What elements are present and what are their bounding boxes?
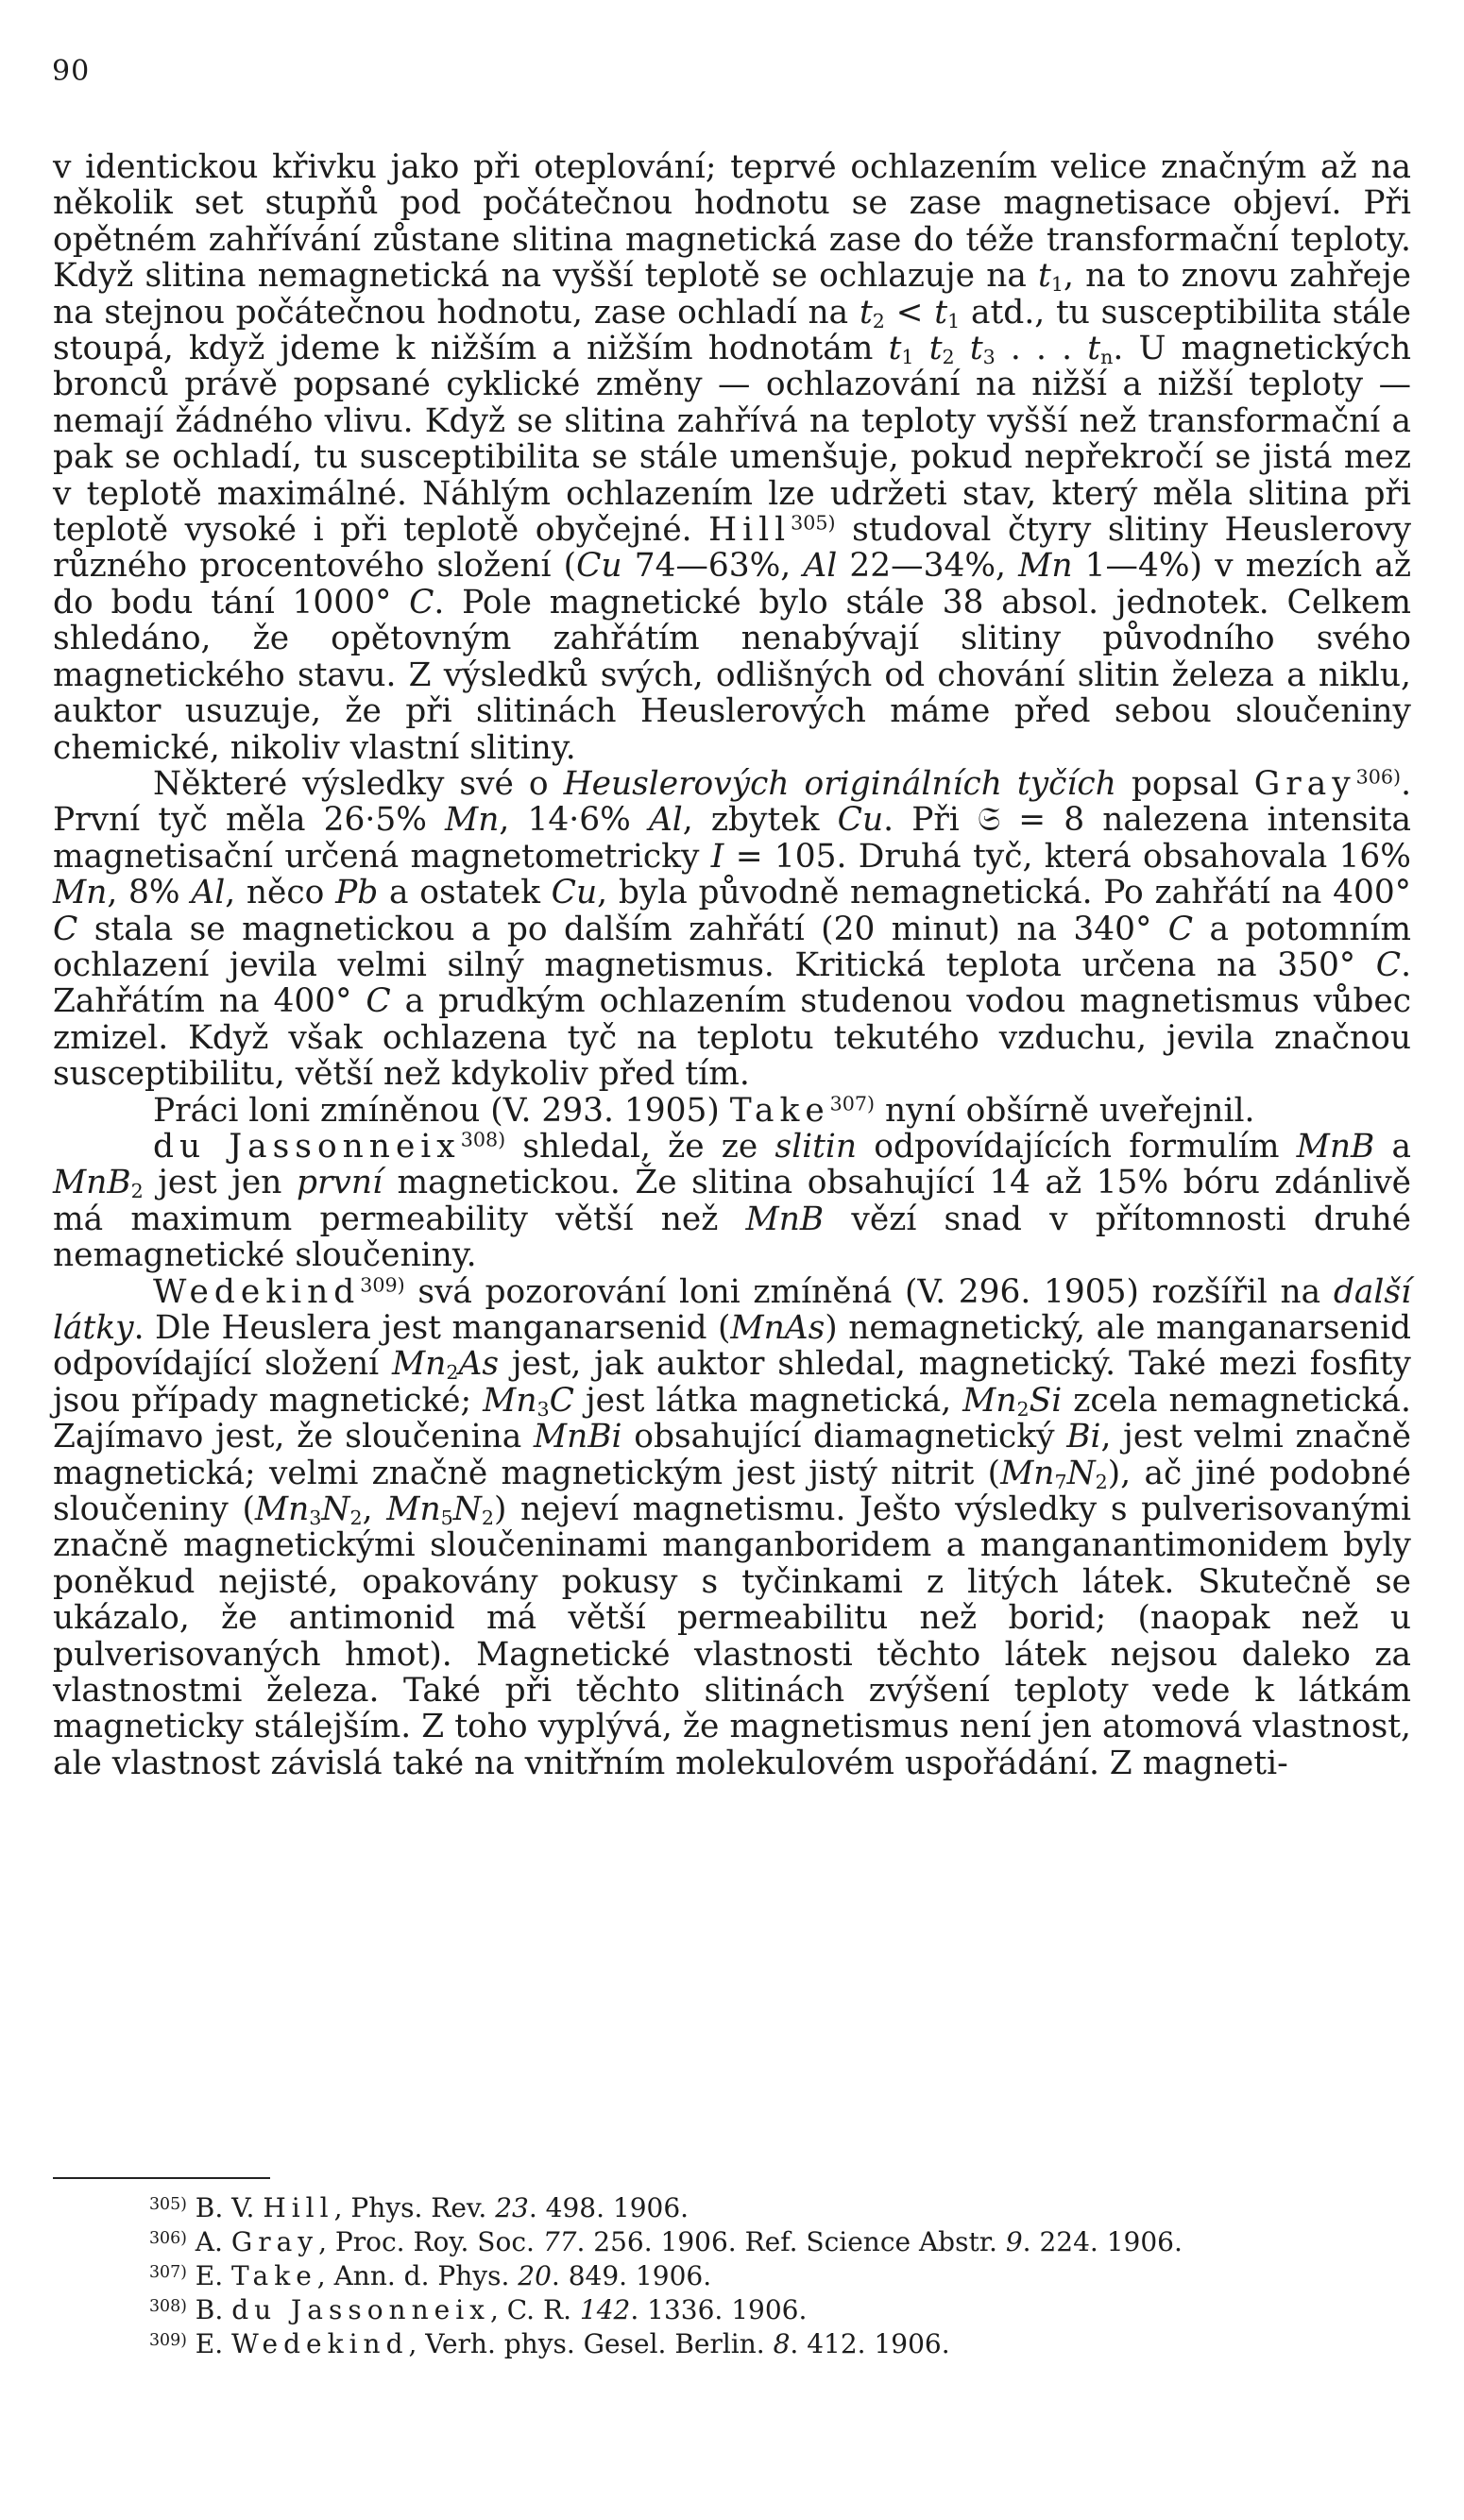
text-run: MnB (1296, 1127, 1375, 1166)
text-run: 2 (872, 309, 885, 332)
text-run: první (296, 1164, 383, 1202)
text-run (914, 330, 929, 367)
footnote-fn308 (53, 2293, 1411, 2327)
text-run: . Dle Heuslera jest manganarsenid ( (133, 1309, 731, 1347)
text-run: studoval čtyry slitiny Heuslerovy různého procentového složení ( (53, 511, 1411, 586)
text-run: atd., tu susceptibilita stále stoupá, když jdeme k nižším a nižším hodnotám (53, 293, 1412, 368)
text-run: v identickou křivku jako při oteplování; teprvé ochlazením velice značným až na několik set stupňů pod počátečnou hodnotu se zase magnetisace objeví. Při opětném zahřívání zůstane slitina magnetická zase do téže transformační teploty. Když slitina nemagnetická na vyšší teplotě se ochlazuje na (53, 148, 1411, 296)
text-run: . 1336. 1906. (630, 2294, 808, 2325)
text-run: ) nejeví magnetismu. Ješto výsledky s pulverisovanými značně magnetickými sloučeninami manganboridem a manganantimonidem byly poněkud nejisté, opakovány pokusy s tyčinkami z litých látek. Skutečně se ukázalo, že antimonid má větší permeabilitu než borid; (naopak než u pulverisovaných hmot). Magnetické vlastnosti těchto látek nejsou daleko za vlastnostmi železa. Také při těchto slitinách zvýšení teploty vede k látkám magneticky stálejším. Z toho vyplývá, že magnetismus není jen atomová vlastnost, ale vlastnost závislá také na vnitřním molekulovém uspořádání. Z magneti- (53, 1490, 1411, 1782)
text-run: 3 (982, 346, 996, 369)
text-run: nyní obšírně uveřejnil. (875, 1091, 1255, 1130)
text-run: t (934, 293, 948, 332)
text-run: svá pozorování loni zmíněná (V. 296. 1905) rozšířil na (404, 1272, 1334, 1311)
text-run: Mn (254, 1490, 310, 1529)
text-run: Pb (335, 874, 379, 912)
text-run: 1—4%) v mezích až do bodu tání 1000° (53, 547, 1411, 621)
text-run: Mn (392, 1345, 447, 1384)
author-name: Hill (263, 2192, 334, 2223)
text-run: E. (186, 2260, 232, 2291)
footnote-fn309 (53, 2327, 1411, 2361)
text-run: Cu (551, 874, 598, 912)
text-run: C (1375, 945, 1402, 984)
text-run: , Verh. phys. Gesel. Berlin. (408, 2328, 774, 2359)
author-name: Take (729, 1091, 830, 1130)
text-run: A. (186, 2226, 231, 2257)
text-run: 2 (942, 346, 955, 369)
text-run: C (1167, 910, 1194, 948)
text-run: 77 (542, 2226, 577, 2257)
text-run: t (888, 330, 902, 368)
text-run: . 256. 1906. Ref. Science Abstr. (576, 2226, 1006, 2257)
text-run: Bi (1066, 1418, 1101, 1456)
text-run: < (884, 293, 935, 332)
author-name: du Jassonneix (231, 2294, 490, 2325)
text-run: zcela nemagnetická. Zajímavo jest, že sloučenina (53, 1381, 1411, 1456)
footnote-mark: 308) (149, 2297, 187, 2317)
text-run: jest jen (143, 1164, 297, 1202)
paragraph-p1 (53, 149, 1411, 766)
text-run: , (362, 1490, 387, 1529)
text-run: Al (191, 874, 226, 912)
text-run: B. V. (186, 2192, 264, 2223)
text-run: MnBi (533, 1418, 622, 1456)
text-run: N (1066, 1454, 1096, 1492)
text-run: jest, jak auktor shledal, magnetický. Také mezi fosfity jsou případy magnetické; (53, 1345, 1411, 1420)
text-run: Mn (1000, 1454, 1055, 1492)
author-name: Take (231, 2260, 317, 2291)
text-run: , na to znovu zahřeje na stejnou počátečnou hodnotu, zase ochladí na (53, 257, 1411, 332)
footnote-mark: 309) (149, 2331, 187, 2351)
text-run: C (409, 583, 434, 621)
text-run: , 8% (107, 874, 192, 912)
text-run: C (549, 1381, 574, 1420)
footnote-reference[interactable]: 306) (1355, 765, 1402, 789)
text-run: . U magnetických bronců právě popsané cyklické změny — ochlazování na nižší a nižší teploty — nemají žádného vlivu. Když se slitina zahřívá na teploty vyšší než transformační a pak se ochladí, tu susceptibilita se stále umenšuje, pokud nepřekročí se jistá mez v teplotě maximálné. Náhlým ochlazením lze udržeti stav, který měla slitina při teplotě vysoké i při teplotě obyčejné. (53, 330, 1411, 550)
author-name: Hill (708, 511, 792, 550)
text-run: . Při 𝔖 = 8 nalezena intensita magnetisační určená magnetometricky (53, 801, 1412, 876)
text-run: . 412. 1906. (790, 2328, 950, 2359)
text-run: Al (803, 547, 838, 586)
footnote-reference[interactable]: 309) (360, 1273, 405, 1297)
text-run: N (321, 1490, 350, 1529)
text-run: , Phys. Rev. (333, 2192, 496, 2223)
text-run: 3 (309, 1507, 322, 1530)
text-run: stala se magnetickou a po dalším zahřátí (20 minut) na 340° (77, 910, 1168, 948)
text-run: ), ač jiné podobné sloučeniny ( (53, 1454, 1411, 1529)
text-run: Mn (386, 1490, 441, 1529)
text-run: obsahující diamagnetický (621, 1418, 1067, 1456)
text-run: Práci loni zmíněnou (V. 293. 1905) (153, 1091, 730, 1130)
text-run: As (458, 1345, 499, 1384)
footnotes (53, 2191, 1411, 2361)
text-run: 7 (1054, 1470, 1067, 1493)
text-run: . 224. 1906. (1022, 2226, 1183, 2257)
text-run: 1 (901, 346, 914, 369)
footnote-fn306 (53, 2225, 1411, 2259)
footnote-mark: 305) (149, 2195, 187, 2215)
text-run: 3 (536, 1397, 550, 1421)
footnote-reference[interactable]: 308) (460, 1128, 506, 1151)
text-run: 2 (481, 1507, 494, 1530)
text-run: a (1374, 1127, 1411, 1166)
text-run: . Zahřátím na 400° (53, 945, 1411, 1021)
author-name: Gray (230, 2226, 319, 2257)
text-run: I (710, 837, 724, 876)
text-run: 1 (1050, 273, 1064, 297)
text-run: C (366, 982, 391, 1021)
footnote-fn305 (53, 2191, 1411, 2225)
paragraph-p4 (53, 1129, 1411, 1274)
paragraph-p2 (53, 766, 1411, 1093)
text-run: Mn (53, 874, 108, 912)
text-run: t (928, 330, 943, 368)
author-name: Gray (1253, 764, 1356, 803)
text-run: MnB (53, 1164, 131, 1202)
text-run: , něco (225, 874, 336, 912)
text-run: Mn (483, 1381, 537, 1420)
text-run: popsal (1115, 764, 1254, 803)
text-run: magnetickou. Že slitina obsahující 14 až 15% bóru zdánlivě má maximum permeability větší než (53, 1164, 1411, 1238)
text-run: , C. R. (489, 2294, 580, 2325)
text-run: 5 (440, 1507, 453, 1530)
text-run: n (1100, 346, 1114, 369)
text-run: a ostatek (378, 874, 552, 912)
text-run: jest látka magnetická, (573, 1381, 963, 1420)
text-run: 2 (446, 1361, 459, 1385)
text-run: B. (186, 2294, 232, 2325)
page-number: 90 (52, 55, 91, 88)
footnote-mark: 307) (149, 2263, 187, 2283)
paragraph-p5 (53, 1274, 1411, 1782)
text-run: , zbytek (682, 801, 838, 840)
text-run: = 105. Druhá tyč, která obsahovala 16% (723, 837, 1411, 876)
text-run: vězí snad v přítomnosti druhé nemagnetické sloučeniny. (53, 1200, 1411, 1275)
text-run: 2 (1095, 1470, 1108, 1493)
author-name: du Jassonneix (153, 1127, 461, 1166)
text-run: 23 (495, 2192, 529, 2223)
text-run: Cu (576, 547, 622, 586)
footnote-fn307 (53, 2259, 1411, 2293)
text-run: a prudkým ochlazením studenou vodou magnetismus vůbec zmizel. Když však ochlazena tyč na teplotu tekutého vzduchu, jevila značnou susceptibilitu, větší než kdykoliv před tím. (53, 982, 1411, 1094)
text-run: 8 (773, 2328, 791, 2359)
text-run: 20 (518, 2260, 552, 2291)
text-run: Al (648, 801, 683, 840)
text-run: 1 (947, 309, 961, 332)
text-run: 2 (130, 1180, 144, 1203)
text-run (955, 330, 970, 367)
text-run: Mn (445, 801, 500, 840)
author-name: Wedekind (153, 1272, 361, 1311)
text-run: , byla původně nemagnetická. Po zahřátí na 400° (597, 874, 1411, 912)
text-run: 74—63%, (621, 547, 804, 586)
text-run: Cu (837, 801, 884, 840)
text-run: 142 (579, 2294, 631, 2325)
text-run: t (1087, 330, 1101, 368)
text-run: odpovídajících formulím (857, 1127, 1297, 1166)
footnote-separator (53, 2177, 270, 2179)
text-run: . Pole magnetické bylo stále 38 absol. jednotek. Celkem shledáno, že opětovným zahřátím nenabývají slitiny původního svého magnetického stavu. Z výsledků svých, odlišných od chování slitin železa a niklu, auktor usuzuje, že při slitinách Heuslerových máme před sebou sloučeniny chemické, nikoliv vlastní slitiny. (53, 583, 1411, 767)
footnote-reference[interactable]: 307) (829, 1092, 876, 1115)
text-run: , Ann. d. Phys. (316, 2260, 519, 2291)
text-run: . 849. 1906. (551, 2260, 712, 2291)
footnote-mark: 306) (149, 2229, 187, 2249)
text-run: slitin (775, 1127, 858, 1166)
text-run: 9 (1005, 2226, 1023, 2257)
text-run: Mn (962, 1381, 1017, 1420)
text-run: . . . (995, 330, 1088, 368)
text-run: shledal, že ze (505, 1127, 775, 1166)
text-run: MnB (745, 1200, 825, 1238)
footnote-reference[interactable]: 305) (791, 511, 836, 535)
text-run: t (859, 293, 873, 332)
text-run: Některé výsledky své o (153, 764, 564, 803)
text-run: . 498. 1906. (528, 2192, 689, 2223)
text-run: Mn (1018, 547, 1073, 586)
text-run: , Proc. Roy. Soc. (318, 2226, 543, 2257)
author-name: Wedekind (231, 2328, 409, 2359)
paragraph-p3 (53, 1093, 1411, 1129)
text-run: t (1038, 257, 1051, 296)
text-run: C (53, 910, 78, 948)
text-run: a potomním ochlazení jevila velmi silný magnetismus. Kritická teplota určena na 350° (53, 910, 1412, 984)
text-run: 22—34%, (837, 547, 1019, 586)
text-run: t (969, 330, 983, 368)
text-run: Heuslerových originálních tyčích (563, 764, 1116, 803)
text-run: ) nemagnetický, ale manganarsenid odpovídající složení (53, 1309, 1411, 1384)
text-run: další látky (53, 1272, 1411, 1347)
text-run: Si (1029, 1381, 1063, 1420)
text-run: 2 (1016, 1397, 1030, 1421)
text-run: , 14·6% (499, 801, 649, 840)
text-run: . První tyč měla 26·5% (53, 764, 1411, 840)
text-run: MnAs (730, 1309, 826, 1347)
text-run: E. (186, 2328, 232, 2359)
body-text (53, 149, 1411, 1781)
text-run: , jest velmi značně magnetická; velmi značně magnetickým jest jistý nitrit ( (53, 1418, 1411, 1492)
text-run: 2 (349, 1507, 363, 1530)
text-run: N (452, 1490, 482, 1529)
